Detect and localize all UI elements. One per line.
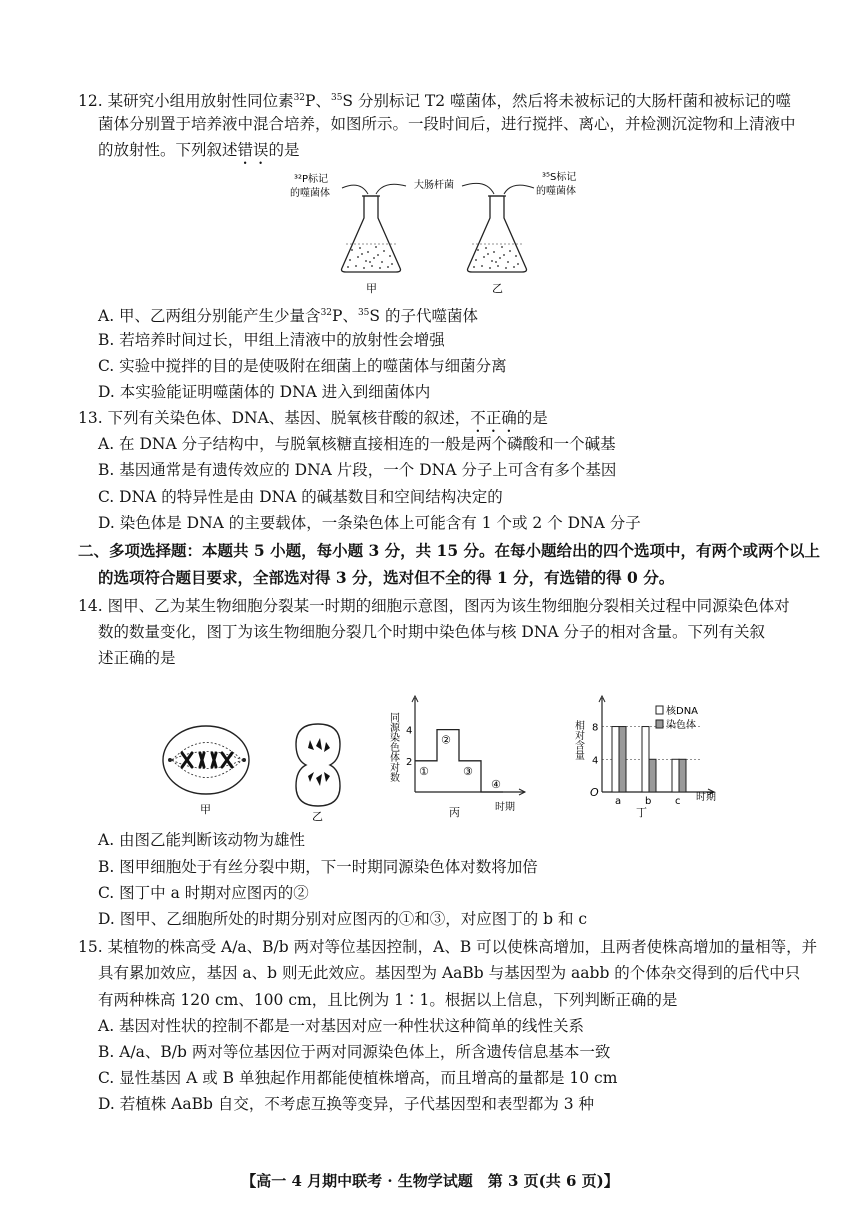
q15-option-a[interactable]: A. 基因对性状的控制不都是一对基因对应一种性状这种简单的线性关系: [98, 1017, 585, 1035]
y-tick-label: 2: [406, 756, 413, 768]
chart-ding: [572, 692, 732, 822]
q15-line1: 15. 某植物的株高受 A/a、B/b 两对等位基因控制，A、B 可以使株高增加，且两者使株高增加的量相等，并: [78, 938, 818, 956]
y-tick-label: 8: [592, 722, 599, 734]
q13-option-b[interactable]: B. 基因通常是有遗传效应的 DNA 片段，一个 DNA 分子上可含有多个基因: [98, 461, 617, 479]
section2-line1: 二、多项选择题：本题共 5 小题，每小题 3 分，共 15 分。在每小题给出的四个选项中，有两个或两个以上: [78, 541, 821, 560]
flask-yi-label: 乙: [492, 282, 503, 295]
y-tick-label: 4: [406, 725, 413, 737]
bar-b-1: [649, 759, 656, 792]
left-label-2: 的噬菌体: [290, 188, 330, 199]
legend-swatch: [656, 720, 663, 728]
q15-option-c[interactable]: C. 显性基因 A 或 B 单独起作用都能使植株增高，而且增高的量都是 10 cm: [98, 1069, 618, 1087]
q14-line3: 述正确的是: [98, 649, 176, 667]
q12-line1: 12. 某研究小组用放射性同位素$^{32}$P、$^{35}$S 分别标记 T2 噬菌体，然后将未被标记的大肠杆菌和被标记的噬: [78, 92, 792, 111]
segment-label: ①: [419, 764, 429, 778]
bar-c-1: [679, 759, 686, 792]
x-tick-label: a: [615, 796, 622, 807]
y-axis-label: 同源染色体对数: [387, 712, 399, 782]
left-label-1: ³²P标记: [294, 174, 329, 185]
q14-option-b[interactable]: B. 图甲细胞处于有丝分裂中期，下一时期同源染色体对数将加倍: [98, 858, 538, 876]
cell-jia-figure: [158, 715, 258, 820]
y-axis-label: 相对含量: [572, 720, 584, 760]
q12-option-d[interactable]: D. 本实验能证明噬菌体的 DNA 进入到细菌体内: [98, 383, 431, 401]
q15-option-b[interactable]: B. A/a、B/b 两对等位基因位于两对同源染色体上，所含遗传信息基本一致: [98, 1043, 611, 1061]
legend-label: 染色体: [666, 720, 696, 731]
x-tick-label: b: [645, 796, 652, 807]
segment-label: ④: [491, 778, 501, 791]
center-label: 大肠杆菌: [414, 180, 454, 191]
page-footer: 【高一 4 月期中联考 · 生物学试题 第 3 页(共 6 页)】: [241, 1172, 619, 1190]
legend-label: 核DNA: [666, 706, 699, 717]
q12-line3: 的放射性。下列叙述错误的是: [98, 141, 300, 159]
bar-a-0: [612, 727, 619, 792]
chart-bing-label: 丙: [449, 806, 460, 819]
q14-line1: 14. 图甲、乙为某生物细胞分裂某一时期的细胞示意图，图丙为该生物细胞分裂相关过程中同源染色体对: [78, 597, 790, 615]
segment-label: ③: [463, 764, 473, 778]
q14-line2: 数的数量变化，图丁为该生物细胞分裂几个时期中染色体与核 DNA 分子的相对含量。下列有关叙: [98, 623, 766, 641]
q13-option-a[interactable]: A. 在 DNA 分子结构中，与脱氧核糖直接相连的一般是两个磷酸和一个碱基: [98, 435, 616, 453]
chart-bing: [385, 692, 545, 822]
q13-stem: 13. 下列有关染色体、DNA、基因、脱氧核苷酸的叙述，不正确的是: [78, 409, 548, 427]
q14-option-a[interactable]: A. 由图乙能判断该动物为雄性: [98, 831, 306, 849]
bar-b-0: [642, 727, 649, 792]
chart-ding-label: 丁: [636, 806, 647, 819]
q12-line2: 菌体分别置于培养液中混合培养，如图所示。一段时间后，进行搅拌、离心，并检测沉淀物和上清液中: [98, 115, 796, 133]
q13-option-d[interactable]: D. 染色体是 DNA 的主要载体，一条染色体上可能含有 1 个或 2 个 DNA 分子: [98, 514, 641, 532]
cell-jia-label: 甲: [200, 803, 211, 816]
q12-option-a[interactable]: A. 甲、乙两组分别能产生少量含$^{32}$P、$^{35}$S 的子代噬菌体: [98, 307, 478, 326]
cell-yi-figure: [288, 720, 358, 825]
q13-option-c[interactable]: C. DNA 的特异性是由 DNA 的碱基数目和空间结构决定的: [98, 488, 503, 506]
section2-line2: 的选项符合题目要求，全部选对得 3 分，选对但不全的得 1 分，有选错的得 0 分。: [98, 568, 675, 587]
cell-yi-label: 乙: [312, 810, 323, 823]
x-axis-label: 时期: [696, 792, 716, 803]
q15-option-d[interactable]: D. 若植株 AaBb 自交，不考虑互换等变异，子代基因型和表型都为 3 种: [98, 1095, 595, 1113]
right-label-2: 的噬菌体: [536, 186, 576, 197]
right-label-1: ³⁵S标记: [542, 172, 577, 183]
x-tick-label: c: [675, 796, 681, 807]
q14-option-d[interactable]: D. 图甲、乙细胞所处的时期分别对应图丙的①和③，对应图丁的 b 和 c: [98, 910, 588, 928]
y-tick-label: 4: [592, 755, 599, 767]
q12-option-b[interactable]: B. 若培养时间过长，甲组上清液中的放射性会增强: [98, 331, 445, 349]
q15-line2: 具有累加效应，基因 a、b 则无此效应。基因型为 AaBb 与基因型为 aabb 的个体杂交得到的后代中只: [98, 964, 801, 982]
flask-jia-label: 甲: [366, 282, 377, 295]
origin-label: O: [590, 786, 599, 799]
legend-swatch: [656, 706, 663, 714]
segment-label: ②: [441, 733, 451, 747]
bar-c-0: [672, 759, 679, 792]
q15-line3: 有两种株高 120 cm、100 cm，且比例为 1∶1。根据以上信息，下列判断正确的是: [98, 991, 678, 1009]
q12-option-c[interactable]: C. 实验中搅拌的目的是使吸附在细菌上的噬菌体与细菌分离: [98, 357, 507, 375]
phage-flask-figure: [280, 168, 610, 298]
bar-a-1: [619, 727, 626, 792]
q14-option-c[interactable]: C. 图丁中 a 时期对应图丙的②: [98, 884, 309, 902]
step-line: [415, 730, 503, 792]
x-axis-label: 时期: [495, 802, 515, 813]
